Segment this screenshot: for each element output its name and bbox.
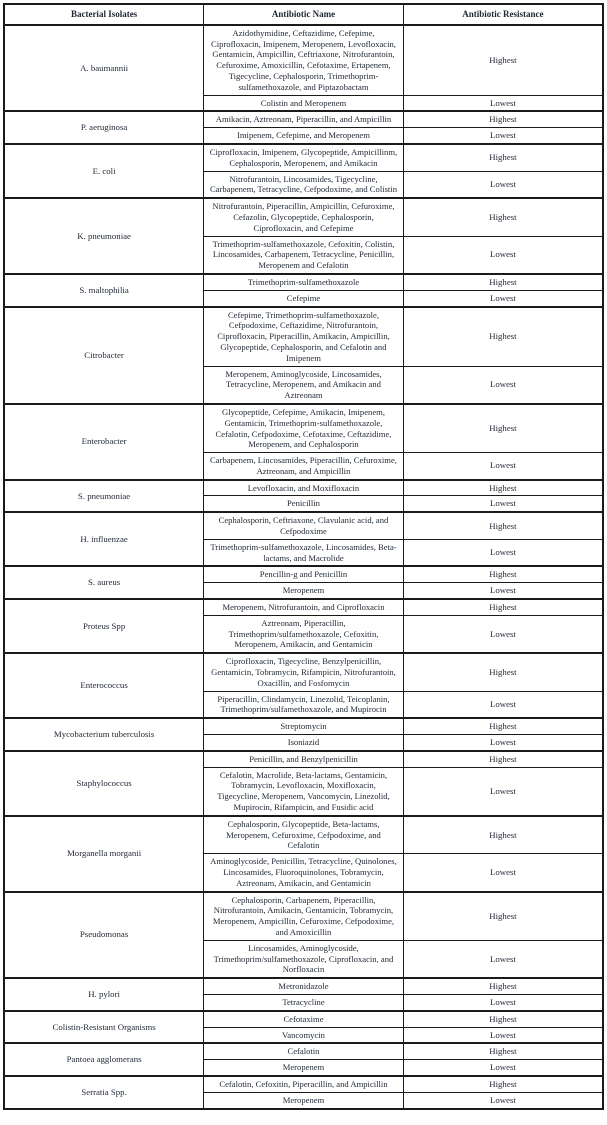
isolate-cell: H. influenzae: [4, 512, 204, 566]
header-antibiotic-resistance: Antibiotic Resistance: [403, 4, 603, 25]
isolate-cell: Pseudomonas: [4, 892, 204, 979]
resistance-cell: Lowest: [403, 496, 603, 512]
resistance-cell: Highest: [403, 892, 603, 941]
antibiotics-cell: Ciprofloxacin, Imipenem, Glycopeptide, Ampicillinm, Cephalosporin, Meropenem, and Amikacin: [204, 144, 404, 171]
isolate-cell: S. pneumoniae: [4, 480, 204, 513]
resistance-cell: Highest: [403, 512, 603, 539]
resistance-cell: Lowest: [403, 940, 603, 978]
table-row: [4, 274, 603, 290]
resistance-cell: Highest: [403, 978, 603, 994]
antibiotics-cell: Meropenem, Aminoglycoside, Lincosamides, Tetracycline, Meropenem, and Amikacin and Aztreonam: [204, 366, 404, 404]
table-row: [4, 751, 603, 767]
isolate-cell: H. pylori: [4, 978, 204, 1011]
antibiotics-cell: Glycopeptide, Cefepime, Amikacin, Imipenem, Gentamicin, Trimethoprim-sulfamethoxazole, Cefalotin, Cefpodoxime, Cefotaxime, Ceftazidime, Meropenem, and Cephalosporin: [204, 404, 404, 453]
antibiotics-cell: Pencillin-g and Penicillin: [204, 566, 404, 582]
resistance-cell: Highest: [403, 274, 603, 290]
resistance-cell: Highest: [403, 480, 603, 496]
antibiotics-cell: Colistin and Meropenem: [204, 95, 404, 111]
table-row: [4, 307, 603, 366]
antibiotics-cell: Nitrofurantoin, Piperacillin, Ampicillin, Cefuroxime, Cefazolin, Glycopeptide, Cephalosporin, Ciprofloxacin, and Cefepime: [204, 198, 404, 236]
antibiotics-cell: Cephalosporin, Ceftriaxone, Clavulanic acid, and Cefpodoxime: [204, 512, 404, 539]
resistance-cell: Lowest: [403, 1027, 603, 1043]
antibiotics-cell: Meropenem: [204, 1060, 404, 1076]
isolate-cell: Mycobacterium tuberculosis: [4, 718, 204, 751]
isolate-cell: Morganella morganii: [4, 816, 204, 892]
resistance-cell: Highest: [403, 751, 603, 767]
resistance-cell: Highest: [403, 599, 603, 615]
antibiotics-cell: Aminoglycoside, Penicillin, Tetracycline, Quinolones, Lincosamides, Fluoroquinolones, Tobramycin, Aztreonam, Amikacin, and Gentamicin: [204, 854, 404, 892]
antibiotics-cell: Cephalosporin, Glycopeptide, Beta-lactams, Meropenem, Cefuroxime, Cefpodoxime, and Cefalotin: [204, 816, 404, 854]
table-row: [4, 144, 603, 171]
antibiotics-cell: Lincosamides, Aminoglycoside, Trimethoprim/sulfamethoxazole, Ciprofloxacin, and Norfloxacin: [204, 940, 404, 978]
table-row: [4, 512, 603, 539]
isolate-cell: Citrobacter: [4, 307, 204, 404]
antibiotics-cell: Carbapenem, Lincosamides, Piperacillin, Cefuroxime, Aztreonam, and Ampicillin: [204, 453, 404, 480]
antibiotics-cell: Penicillin, and Benzylpenicillin: [204, 751, 404, 767]
antibiotics-cell: Cefepime, Trimethoprim-sulfamethoxazole, Cefpodoxime, Ceftazidime, Nitrofurantoin, Ciprofloxacin, Piperacillin, Amikacin, Ampicillin, Glycopeptide, Cephalosporin, and Cefalotin and Imipenem: [204, 307, 404, 366]
antibiotics-cell: Azidothymidine, Ceftazidime, Cefepime, Ciprofloxacin, Imipenem, Meropenem, Levofloxacin, Gentamicin, Ampicillin, Ceftriaxone, Nitrofurantoin, Cefuroxime, Amoxicillin, Cefotaxime, Ertapenem, Tigecycline, Cephalosporin, Trimethoprim-sulfamethoxazole, and Piptazobactam: [204, 25, 404, 95]
antibiotic-resistance-table: [3, 3, 604, 1110]
header-bacterial-isolates: Bacterial Isolates: [4, 4, 204, 25]
resistance-cell: Lowest: [403, 366, 603, 404]
table-row: [4, 816, 603, 854]
isolate-cell: Serratia Spp.: [4, 1076, 204, 1109]
isolate-cell: Enterobacter: [4, 404, 204, 480]
resistance-cell: Highest: [403, 1011, 603, 1027]
antibiotics-cell: Cefotaxime: [204, 1011, 404, 1027]
table-row: [4, 1076, 603, 1092]
table-row: [4, 599, 603, 615]
resistance-cell: Highest: [403, 404, 603, 453]
antibiotics-cell: Levofloxacin, and Moxifloxacin: [204, 480, 404, 496]
antibiotics-cell: Cefalotin, Macrolide, Beta-lactams, Gentamicin, Tobramycin, Levofloxacin, Moxifloxacin, Tigecycline, Meropenem, Vancomycin, Linezolid, Mupirocin, Rifampicin, and Fusidic acid: [204, 767, 404, 816]
resistance-cell: Lowest: [403, 453, 603, 480]
resistance-cell: Lowest: [403, 615, 603, 653]
resistance-cell: Highest: [403, 718, 603, 734]
resistance-cell: Lowest: [403, 539, 603, 566]
table-row: [4, 111, 603, 127]
resistance-cell: Lowest: [403, 171, 603, 198]
isolate-cell: Colistin-Resistant Organisms: [4, 1011, 204, 1044]
antibiotics-cell: Nitrofurantoin, Lincosamides, Tigecycline, Carbapenem, Tetracycline, Cefpodoxime, and Colistin: [204, 171, 404, 198]
table-row: [4, 480, 603, 496]
antibiotics-cell: Amikacin, Aztreonam, Piperacillin, and Ampicillin: [204, 111, 404, 127]
resistance-cell: Lowest: [403, 1092, 603, 1108]
antibiotics-cell: Cefalotin, Cefoxitin, Piperacillin, and Ampicillin: [204, 1076, 404, 1092]
table-row: [4, 25, 603, 95]
resistance-cell: Highest: [403, 144, 603, 171]
table-row: [4, 404, 603, 453]
antibiotics-cell: Cephalosporin, Carbapenem, Piperacillin, Nitrofurantoin, Amikacin, Gentamicin, Tobramycin, Meropenem, Ampicillin, Cefuroxime, Cefpodoxime, and Amoxicillin: [204, 892, 404, 941]
antibiotics-cell: Meropenem: [204, 583, 404, 599]
resistance-cell: Highest: [403, 816, 603, 854]
isolate-cell: E. coli: [4, 144, 204, 198]
antibiotics-cell: Penicillin: [204, 496, 404, 512]
antibiotics-cell: Tetracycline: [204, 994, 404, 1010]
resistance-cell: Lowest: [403, 95, 603, 111]
isolate-cell: Proteus Spp: [4, 599, 204, 653]
resistance-cell: Lowest: [403, 1060, 603, 1076]
antibiotics-cell: Cefepime: [204, 290, 404, 306]
table-row: [4, 978, 603, 994]
antibiotics-cell: Metronidazole: [204, 978, 404, 994]
antibiotics-cell: Piperacillin, Clindamycin, Linezolid, Teicoplanin, Trimethoprim/sulfamethoxazole, and Mupirocin: [204, 691, 404, 718]
resistance-cell: Highest: [403, 111, 603, 127]
antibiotics-cell: Trimethoprim-sulfamethoxazole, Lincosamides, Beta-lactams, and Macrolide: [204, 539, 404, 566]
resistance-cell: Highest: [403, 1043, 603, 1059]
resistance-cell: Highest: [403, 653, 603, 691]
isolate-cell: Staphylococcus: [4, 751, 204, 816]
table-row: [4, 718, 603, 734]
table-row: [4, 1043, 603, 1059]
table-row: [4, 892, 603, 941]
resistance-cell: Lowest: [403, 290, 603, 306]
isolate-cell: K. pneumoniae: [4, 198, 204, 274]
resistance-cell: Lowest: [403, 854, 603, 892]
table-row: [4, 566, 603, 582]
antibiotics-cell: Cefalotin: [204, 1043, 404, 1059]
resistance-cell: Highest: [403, 566, 603, 582]
isolate-cell: A. baumannii: [4, 25, 204, 112]
antibiotics-cell: Vancomycin: [204, 1027, 404, 1043]
header-antibiotic-name: Antibiotic Name: [204, 4, 404, 25]
resistance-cell: Highest: [403, 307, 603, 366]
antibiotics-cell: Streptomycin: [204, 718, 404, 734]
table-body: [4, 25, 603, 1109]
isolate-cell: Pantoea agglomerans: [4, 1043, 204, 1076]
resistance-cell: Lowest: [403, 583, 603, 599]
resistance-cell: Lowest: [403, 236, 603, 274]
antibiotics-cell: Meropenem: [204, 1092, 404, 1108]
table-row: [4, 1011, 603, 1027]
header-row: [4, 4, 603, 25]
resistance-cell: Highest: [403, 1076, 603, 1092]
isolate-cell: S. aureus: [4, 566, 204, 599]
isolate-cell: S. maltophilia: [4, 274, 204, 307]
antibiotics-cell: Ciprofloxacin, Tigecycline, Benzylpenicillin, Gentamicin, Tobramycin, Rifampicin, Nitrofurantoin, Oxacillin, and Fosfomycin: [204, 653, 404, 691]
antibiotics-cell: Trimethoprim-sulfamethoxazole, Cefoxitin, Colistin, Lincosamides, Carbapenem, Tetracycline, Penicillin, Meropenem and Cefalotin: [204, 236, 404, 274]
isolate-cell: P. aeruginosa: [4, 111, 204, 144]
resistance-cell: Highest: [403, 198, 603, 236]
resistance-cell: Highest: [403, 25, 603, 95]
resistance-cell: Lowest: [403, 994, 603, 1010]
table-header: [4, 4, 603, 25]
resistance-cell: Lowest: [403, 128, 603, 144]
antibiotics-cell: Meropenem, Nitrofurantoin, and Ciprofloxacin: [204, 599, 404, 615]
table-row: [4, 653, 603, 691]
table-row: [4, 198, 603, 236]
resistance-cell: Lowest: [403, 735, 603, 751]
antibiotics-cell: Aztreonam, Piperacillin, Trimethoprim/sulfamethoxazole, Cefoxitin, Meropenem, Amikacin, and Gentamicin: [204, 615, 404, 653]
resistance-cell: Lowest: [403, 691, 603, 718]
antibiotics-cell: Trimethoprim-sulfamethoxazole: [204, 274, 404, 290]
isolate-cell: Enterococcus: [4, 653, 204, 718]
antibiotics-cell: Isoniazid: [204, 735, 404, 751]
resistance-cell: Lowest: [403, 767, 603, 816]
antibiotics-cell: Imipenem, Cefepime, and Meropenem: [204, 128, 404, 144]
